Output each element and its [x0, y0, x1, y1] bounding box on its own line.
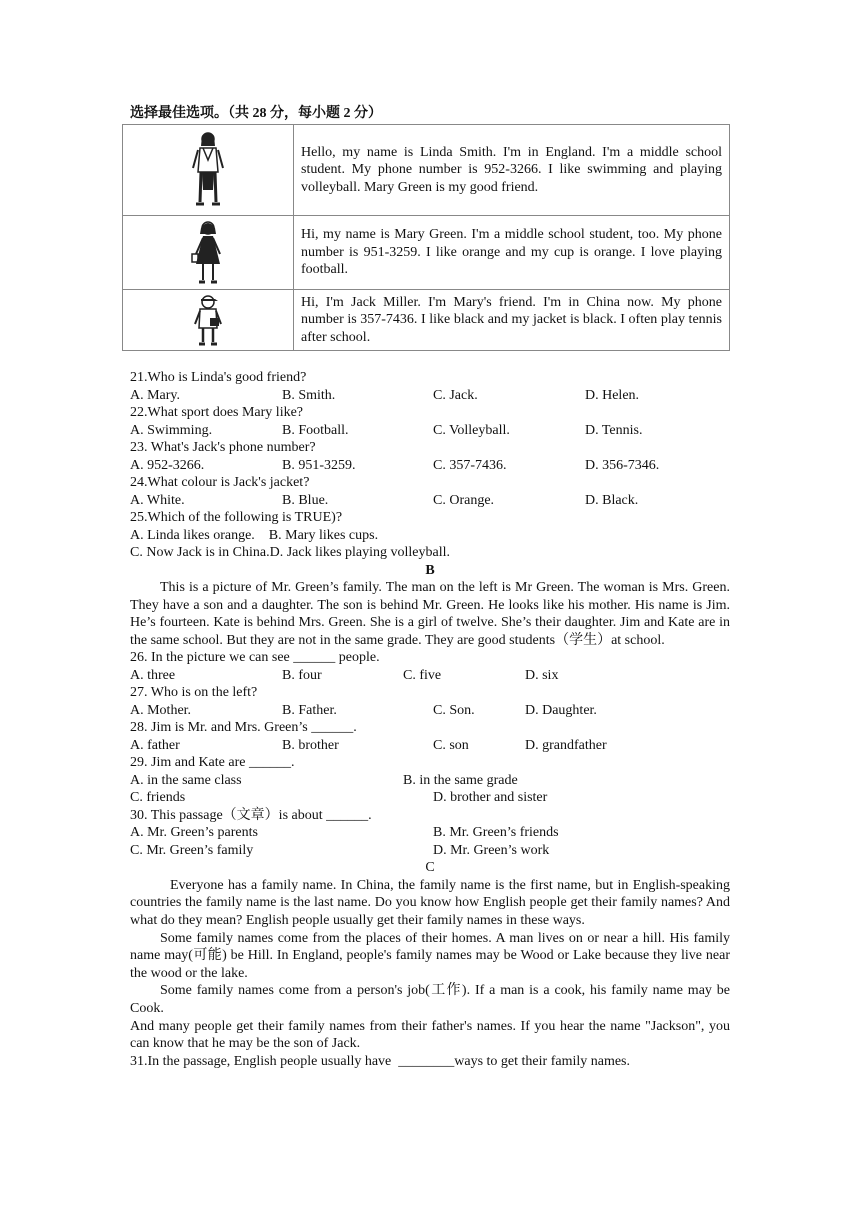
section-b-label: B — [425, 562, 435, 578]
options-row — [130, 492, 730, 510]
passage-c-paragraph-4: And many people get their family names from their father's names. If you hear the name "Jackson", you can know that he may be the son of Jack. — [130, 1018, 730, 1052]
option-d[interactable]: D. Tennis. — [585, 422, 643, 438]
option-c[interactable]: C. Volleyball. — [433, 422, 510, 438]
question-25 — [130, 509, 730, 562]
table-row — [123, 290, 730, 351]
option-b[interactable]: B. Smith. — [282, 387, 336, 403]
question-text: 21.Who is Linda's good friend? — [130, 370, 307, 385]
option-a[interactable]: A. father — [130, 737, 180, 753]
option-b[interactable]: B. Father. — [282, 702, 337, 718]
option-a[interactable]: A. Mother. — [130, 702, 192, 718]
question-27 — [130, 684, 730, 719]
options-line-1[interactable]: A. Linda likes orange. B. Mary likes cups. — [130, 527, 379, 543]
option-c[interactable]: C. Orange. — [433, 492, 495, 508]
girl-in-dress-figure-icon — [188, 220, 228, 286]
question-text: 24.What colour is Jack's jacket? — [130, 475, 310, 490]
option-d[interactable]: D. brother and sister — [433, 790, 548, 806]
question-24 — [130, 474, 730, 509]
jack-intro-text: Hi, I'm Jack Miller. I'm Mary's friend. I'm in China now. My phone number is 357-7436. I like black and my jacket is black. I often play tennis after school. — [294, 290, 730, 351]
question-text: 22.What sport does Mary like? — [130, 405, 304, 420]
girl-with-scarf-figure-icon — [188, 130, 228, 210]
passage-b: This is a picture of Mr. Green’s family. The man on the left is Mr Green. The woman is Mrs. Green. They have a son and a daughter. The son is behind Mr. Green. He looks like his mother. His name is Jim. He’s fourteen. Kate is behind Mrs. Green. She is a girl of twelve. She’s their daughter. Jim and Kate are in the same school. But they are not in the same grade. They are good students（学生）at school. — [130, 580, 730, 648]
table-row — [123, 216, 730, 290]
question-26 — [130, 649, 730, 684]
options-row — [130, 387, 730, 405]
mary-intro-text: Hi, my name is Mary Green. I'm a middle school student, too. My phone number is 951-3259. I like orange and my cup is orange. I love playing football. — [294, 216, 730, 290]
passage-c-paragraph-1: Everyone has a family name. In China, the family name is the first name, but in English-speaking countries the family name is the last name. Do you know how English people get their family names? And what do they mean? English people usually get their family names in these ways. — [130, 877, 730, 929]
question-text: 29. Jim and Kate are ______. — [130, 755, 295, 771]
section-heading: 选择最佳选项。（共 28 分，每小题 2 分） — [130, 106, 382, 121]
option-a[interactable]: A. Mr. Green’s parents — [130, 825, 258, 841]
option-d[interactable]: D. grandfather — [525, 737, 607, 753]
option-d[interactable]: D. Mr. Green’s work — [433, 842, 550, 858]
option-b[interactable]: B. brother — [282, 737, 339, 753]
option-d[interactable]: D. Helen. — [585, 387, 640, 403]
options-row — [130, 422, 730, 440]
option-d[interactable]: D. Daughter. — [525, 702, 597, 718]
question-21 — [130, 369, 730, 404]
question-31: 31.In the passage, English people usually have ________ways to get their family names. — [130, 1053, 631, 1069]
option-d[interactable]: D. 356-7346. — [585, 457, 660, 473]
question-text: 25.Which of the following is TRUE)? — [130, 510, 343, 525]
question-29 — [130, 754, 730, 807]
question-text: 30. This passage（文章）is about ______. — [130, 807, 372, 823]
question-30 — [130, 807, 730, 860]
question-text: 28. Jim is Mr. and Mrs. Green’s ______. — [130, 720, 357, 736]
passage-c-paragraph-3: Some family names come from a person's job(工作). If a man is a cook, his family name may be Cook. — [130, 983, 730, 1017]
linda-picture-cell — [123, 125, 294, 216]
option-b[interactable]: B. Mr. Green’s friends — [433, 825, 559, 841]
question-text: 27. Who is on the left? — [130, 685, 258, 701]
options-row — [130, 772, 730, 790]
options-row — [130, 457, 730, 475]
option-b[interactable]: B. Football. — [282, 422, 349, 438]
passage-c-paragraph-2: Some family names come from the places of their homes. A man lives on or near a hill. His family name may(可能) be Hill. In England, people's family names may be Wood or Lake because they live near the wood or the lake. — [130, 930, 730, 981]
options-row — [130, 842, 730, 860]
exam-page — [130, 104, 730, 1070]
section-c-label: C — [425, 860, 435, 876]
options-row — [130, 667, 730, 685]
option-c[interactable]: C. son — [433, 737, 469, 753]
question-text: 23. What's Jack's phone number? — [130, 440, 316, 455]
question-28 — [130, 719, 730, 754]
options-row — [130, 702, 730, 720]
option-c[interactable]: C. 357-7436. — [433, 457, 507, 473]
question-22 — [130, 404, 730, 439]
option-b[interactable]: B. Blue. — [282, 492, 329, 508]
options-row — [130, 824, 730, 842]
option-a[interactable]: A. three — [130, 667, 176, 683]
option-c[interactable]: C. Mr. Green’s family — [130, 842, 254, 858]
boy-with-cap-figure-icon — [190, 292, 226, 348]
profile-table — [122, 124, 730, 351]
option-c[interactable]: C. Son. — [433, 702, 475, 718]
option-a[interactable]: A. Swimming. — [130, 422, 213, 438]
option-b[interactable]: B. 951-3259. — [282, 457, 356, 473]
option-d[interactable]: D. six — [525, 667, 559, 683]
option-a[interactable]: A. Mary. — [130, 387, 181, 403]
option-d[interactable]: D. Black. — [585, 492, 639, 508]
option-b[interactable]: B. four — [282, 667, 322, 683]
linda-intro-text: Hello, my name is Linda Smith. I'm in England. I'm a middle school student. My phone number is 952-3266. I like swimming and playing volleyball. Mary Green is my good friend. — [294, 125, 730, 216]
question-23 — [130, 439, 730, 474]
option-c[interactable]: C. Jack. — [433, 387, 478, 403]
option-c[interactable]: C. friends — [130, 790, 186, 806]
option-a[interactable]: A. 952-3266. — [130, 457, 205, 473]
option-b[interactable]: B. in the same grade — [403, 772, 518, 788]
option-c[interactable]: C. five — [403, 667, 442, 683]
options-row — [130, 737, 730, 755]
options-line-2[interactable]: C. Now Jack is in China.D. Jack likes playing volleyball. — [130, 545, 451, 560]
question-text: 26. In the picture we can see ______ people. — [130, 650, 380, 666]
option-a[interactable]: A. in the same class — [130, 772, 242, 788]
options-row — [130, 789, 730, 807]
option-a[interactable]: A. White. — [130, 492, 185, 508]
table-row — [123, 125, 730, 216]
mary-picture-cell — [123, 216, 294, 290]
jack-picture-cell — [123, 290, 294, 351]
